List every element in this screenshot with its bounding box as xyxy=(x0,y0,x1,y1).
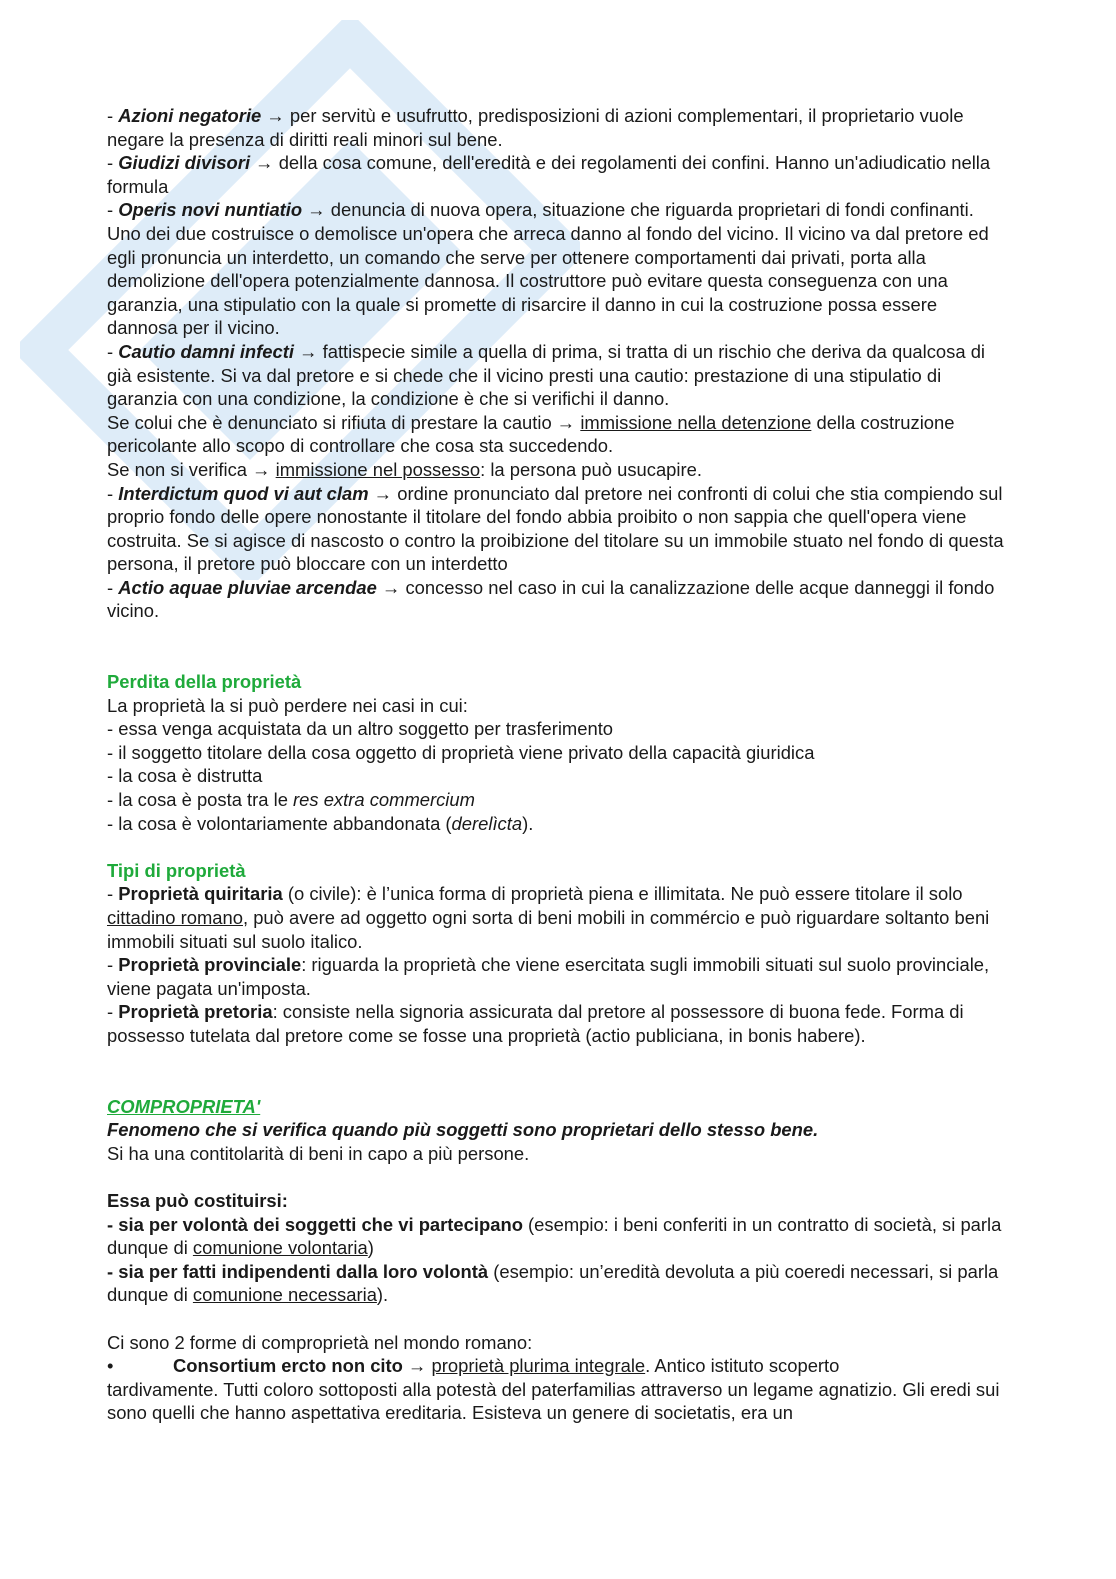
costituirsi-volontaria: - sia per volontà dei soggetti che vi partecipano (esempio: i beni conferiti in un contratto di società, si parla dunque di comunione volontaria) xyxy=(107,1213,1002,1259)
perdita-item: - la cosa è posta tra le res extra commercium xyxy=(107,789,475,811)
paragraph-interdictum: - Interdictum quod vi aut clam → ordine pronunciato dal pretore nei confronti di colui che stia compiendo sul proprio fondo delle opere nonostante il titolare del fondo abbia proibito o non sappia che quell'opera viene costruita. Se si agisce di nascosto o contro la proibizione del titolare su un immobile stuato nel fondo di questa persona, il pretore può bloccare con un interdetto xyxy=(107,482,1004,575)
perdita-item: - la cosa è distrutta xyxy=(107,765,263,787)
term-giudizi-divisori: Giudizi divisori xyxy=(118,152,251,174)
paragraph-azioni-negatorie: - Azioni negatorie → per servitù e usufrutto, predisposizioni di azioni complementari, il proprietario vuole negare la presenza di diritti reali minori sul bene. xyxy=(107,105,964,150)
underlined-cittadino-romano: cittadino romano xyxy=(107,907,243,928)
paragraph-operis-novi: - Operis novi nuntiatio → denuncia di nuova opera, situazione che riguarda proprietari di fondi confinanti. Uno dei due costruisce o demolisce un'opera che arreca danno al fondo del vicino. Il vicino va dal pretore ed egli pronuncia un interdetto, un comando che serve per ottenere comportamenti dai privati, porta alla demolizione dell'opera potenzialmente dannosa. Il costruttore può evitare questa conseguenza con una garanzia, una stipulatio con la quale si promette di risarcire il danno in cui la costruzione possa essere dannosa per il vicino. xyxy=(107,199,989,339)
term-cautio-damni-infecti: Cautio damni infecti xyxy=(118,340,294,362)
paragraph-cautio-damni: - Cautio damni infecti → fattispecie simile a quella di prima, si tratta di un rischio che deriva da qualcosa di già esistente. Si va dal pretore e si chede che il vicino presti una cautio: prestazione di una stipulatio di garanzia con una condizione, la condizione è che si verifichi il danno. xyxy=(107,340,986,410)
term-operis-novi-nuntiatio: Operis novi nuntiatio xyxy=(118,199,303,221)
costituirsi-necessaria: - sia per fatti indipendenti dalla loro volontà (esempio: un’eredità devoluta a più coeredi necessari, si parla dunque di comunione necessaria). xyxy=(107,1260,999,1306)
underlined-immissione-detenzione: immissione nella detenzione xyxy=(580,411,812,433)
perdita-intro: La proprietà la si può perdere nei casi in cui: xyxy=(107,694,468,716)
tipo-pretoria: - Proprietà pretoria: consiste nella signoria assicurata dal pretore al possessore di buona fede. Forma di possesso tutelata dal pretore come se fosse una proprietà (actio publiciana, in bonis habere). xyxy=(107,1001,964,1046)
forme-intro: Ci sono 2 forme di comproprietà nel mondo romano: xyxy=(107,1331,533,1353)
bullet-consortium: • Consortium ercto non cito → proprietà plurima integrale. Antico istituto scoperto xyxy=(107,1355,840,1377)
heading-perdita: Perdita della proprietà xyxy=(107,671,302,693)
tipo-quiritaria: - Proprietà quiritaria (o civile): è l’unica forma di proprietà piena e illimitata. Ne può essere titolare il solo cittadino romano, può avere ad oggetto ogni sorta di beni mobili in commércio e può riguardare soltanto beni immobili situati sul suolo italico. xyxy=(107,883,990,952)
paragraph-giudizi-divisori: - Giudizi divisori → della cosa comune, dell'eredità e dei regolamenti dei confini. Hanno un'adiudicatio nella formula xyxy=(107,152,991,197)
paragraph-possesso: Se non si verifica → immissione nel possesso: la persona può usucapire. xyxy=(107,458,702,480)
paragraph-detenzione: Se colui che è denunciato si rifiuta di prestare la cautio → immissione nella detenzione della costruzione pericolante allo scopo di controllare che cosa sta succedendo. xyxy=(107,411,955,457)
underlined-comunione-necessaria: comunione necessaria xyxy=(192,1284,377,1306)
bullet-icon: • xyxy=(107,1355,114,1377)
document-page xyxy=(107,104,1012,1425)
term-interdictum: Interdictum quod vi aut clam xyxy=(118,482,369,504)
consortium-continuation: tardivamente. Tutti coloro sottoposti alla potestà del paterfamilias attraverso un legame agnatizio. Gli eredi sui sono quelli che hanno aspettativa ereditaria. Esisteva un genere di societatis, era un xyxy=(107,1378,1000,1424)
term-actio-aquae: Actio aquae pluviae arcendae xyxy=(118,576,377,598)
perdita-item: - il soggetto titolare della cosa oggetto di proprietà viene privato della capacità giuridica xyxy=(107,741,815,763)
paragraph-actio-aquae: - Actio aquae pluviae arcendae → concesso nel caso in cui la canalizzazione delle acque danneggi il fondo vicino. xyxy=(107,576,995,622)
costituirsi-heading: Essa può costituirsi: xyxy=(107,1189,288,1211)
underlined-proprieta-plurima: proprietà plurima integrale xyxy=(431,1355,646,1377)
heading-tipi: Tipi di proprietà xyxy=(107,859,246,881)
comproprieta-definition: Fenomeno che si verifica quando più soggetti sono proprietari dello stesso bene. xyxy=(107,1119,819,1141)
heading-comproprieta: COMPROPRIETA' xyxy=(107,1095,261,1117)
perdita-item: - essa venga acquistata da un altro soggetto per trasferimento xyxy=(107,718,614,740)
tipo-provinciale: - Proprietà provinciale: riguarda la proprietà che viene esercitata sugli immobili situati sul suolo provinciale, viene pagata un'imposta. xyxy=(107,954,990,999)
comproprieta-definition-2: Si ha una contitolarità di beni in capo a più persone. xyxy=(107,1142,530,1164)
underlined-comunione-volontaria: comunione volontaria xyxy=(192,1237,368,1259)
underlined-immissione-possesso: immissione nel possesso xyxy=(275,458,481,480)
perdita-item: - la cosa è volontariamente abbandonata (derelìcta). xyxy=(107,812,534,834)
term-azioni-negatorie: Azioni negatorie xyxy=(118,105,262,126)
